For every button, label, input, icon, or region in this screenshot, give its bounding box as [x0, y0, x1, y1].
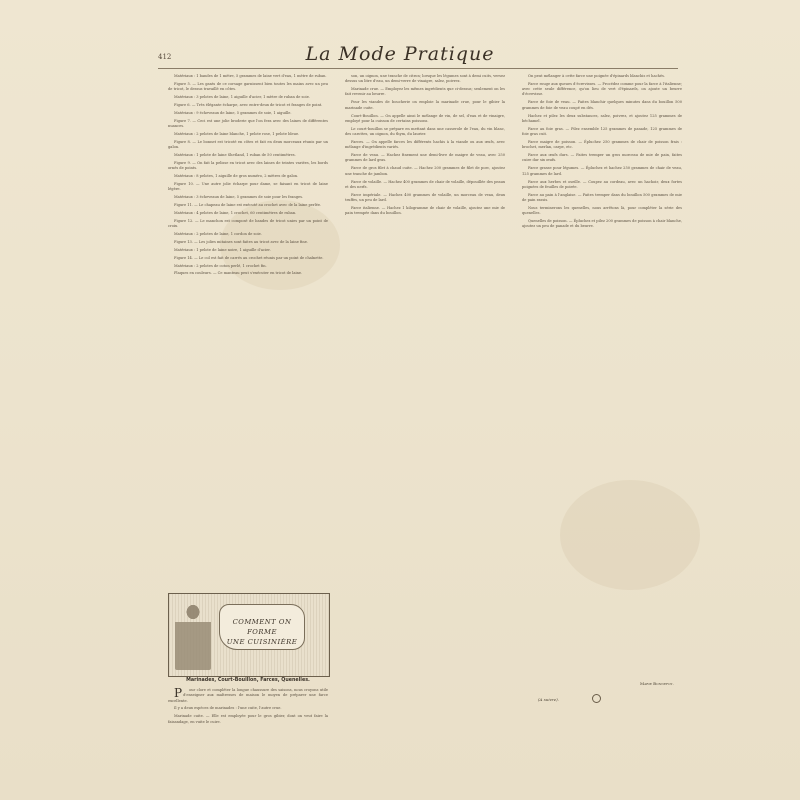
to-be-continued: (A suivre). [538, 697, 559, 702]
paragraph: Figure 14. — Le col est fait de carrés au crochet réunis par un point de chaînette. [174, 255, 324, 260]
column-3 [522, 74, 682, 739]
paragraph: Farce de foie de veau. — Faites blanchir quelques minutes dans du bouillon 500 grammes de foie de veau coupé en dés. [522, 100, 682, 110]
paragraph: Farce de volaille. — Hachez 400 grammes de chair de volaille, dépouillée des peaux et des nerfs. [345, 179, 505, 189]
paragraph: Nous terminerons les quenelles, nous arrêtons là, pour compléter la série des quenelles. [522, 205, 682, 216]
page-number: 412 [158, 53, 172, 61]
paragraph: Matériaux : 1 bandes de 1 mètre, 5 grammes de laine vert d'eau, 1 mètre de ruban. [174, 74, 327, 78]
paragraph: Farce grasse pour légumes. — Épluchez et hachez 250 grammes de chair de veau, 125 grammes de lard. [522, 166, 682, 176]
column-2 [345, 74, 505, 774]
paragraph: Farce de veau. — Hachez finement une demi-livre de maigre de veau, avec 250 grammes de lard gras. [345, 153, 505, 163]
paragraph: Hachez et pilez les deux substances, salez, poivrez, et ajoutez 125 grammes de béchamel. [522, 113, 682, 123]
paragraph: Matériaux : 2 pelotes de laine blanche, 1 pelote rose, 1 pelote bleue. [174, 131, 300, 136]
paragraph: Farce au foie gras. — Pilez ensemble 125 grammes de panade, 125 grammes de foie gras cuit. [522, 126, 682, 137]
paragraph: Matériaux : 1 pelote de laine noire, 1 aiguille d'acier. [174, 247, 271, 252]
author-signature: Marie Bonnefoy. [640, 681, 674, 686]
illustration-comment-on-forme [168, 593, 330, 677]
column-1 [168, 74, 328, 794]
paragraph: Matériaux : 3 écheveaux de laine, 5 grammes de soie pour les franges. [174, 195, 304, 200]
paragraph: Figure 6. — Très élégante écharpe, avec entre-deux de tricot et franges de point. [174, 102, 323, 107]
paragraph: Marinade cuite. — Elle est employée pour le gros gibier, dont on veut faire la faisandage, en vuite le cuire. [168, 714, 328, 724]
paragraph: Figure 9. — On fait la pelisse en tricot avec des laines de teintes variées, les bords ornés de points. [168, 160, 328, 171]
paragraph: Marinade crue. — Employez les mêmes ingrédients que ci-dessus; seulement on les fait revenir au beurre. [345, 87, 505, 97]
paragraph: Farce impériale. — Hachez 400 grammes de volaille, un morceau de veau, deux truffes, un peu de lard. [345, 192, 505, 202]
paragraph: Pour les viandes de boucherie on emploie la marinade crue, pour le gibier la marinade cuite. [345, 100, 505, 110]
paragraph: Farce italienne. — Hachez 1 kilogramme de chair de volaille, ajoutez une mie de pain trempée dans du bouillon. [345, 205, 505, 216]
masthead-title: La Mode Pratique [305, 43, 495, 65]
paragraph: Farce de gros filet à chaud cuite. — Hachez 200 grammes de filet de porc, ajoutez une tranche de jambon. [345, 166, 505, 176]
banner-line: COMMENT ON FORME [232, 618, 292, 636]
column-1-bottom [168, 688, 328, 728]
paragraph: Figure 12. — Le manchon est composé de bandes de tricot unies par un point de croix. [168, 218, 328, 229]
paragraph: Figure 13. — Les jolies mitaines sont faites au tricot avec de la laine fine. [174, 239, 308, 244]
paragraph: Figure 7. — Ceci est une jolie broderie que l'on fera avec des laines de différentes nuances. [168, 118, 328, 129]
paragraph: On peut mélanger à cette farce une poignée d'épinards blanchis et hachés. [528, 74, 666, 78]
paragraph: Pour clore et compléter la longue chaussure des saisons, nous croyons utile d'enseigner aux maîtresses de maison le moyen de préparer une farce excellente. [168, 686, 328, 703]
paragraph: Farce aux œufs durs. — Faites tremper un gros morceau de mie de pain, faites cuire dur six œufs. [522, 153, 682, 163]
paragraph: Matériaux : 9 écheveaux de laine, 5 grammes de soie, 1 aiguille. [174, 110, 292, 115]
paragraph: Matériaux : 2 pelotes de laine, 1 cordon de soie. [174, 232, 262, 237]
paragraph: Figure 10. — Une autre jolie écharpe pour dame, se faisant en tricot de laine légère. [168, 181, 328, 192]
paragraph: Matériaux : 1 pelote de laine Shetland, 1 ruban de 50 centimètres. [174, 153, 296, 158]
printer-seal-icon [592, 694, 601, 703]
paragraph: Figure 11. — Le chapeau de laine est exécuté au crochet avec de la laine perlée. [174, 203, 322, 208]
paragraph: Matériaux : 8 pelotes, 1 aiguille de gros numéro, 2 mètres de galon. [174, 174, 299, 179]
paragraph: Plaques en couleurs. — Ce manteau peut s'exécuter en tricot de laine. [174, 271, 303, 276]
paragraph: son, un oignon, une tranche de citron; lorsque les légumes sont à demi cuits, versez dessus un litre d'eau, un demi-verre de vinaigre, salez, poivrez. [345, 74, 505, 84]
header-rule [158, 68, 678, 69]
paragraph: Farces. — On appelle farces les différents hachis à la viande ou aux œufs, avec mélange d'ingrédients variés. [345, 139, 505, 150]
paragraph: Il y a deux espèces de marinades : l'une cuite, l'autre crue. [174, 706, 282, 711]
cook-figure-illustration [175, 598, 211, 670]
paragraph: Matériaux : 4 pelotes de laine, 1 crochet, 60 centimètres de ruban. [174, 210, 297, 215]
paragraph: Le court-bouillon se prépare en mettant dans une casserole de l'eau, du vin blanc, des carottes, un oignon, du thym, du laurier. [345, 126, 505, 137]
paragraph: Figure 5. — Les gants de ce corsage garnissent bien toutes les mains avec un peu de tricot, le dessus travaillé en côtes. [168, 81, 328, 92]
paragraph: Matériaux : 3 pelotes de laine, 1 aiguille d'acier, 1 mètre de ruban de soie. [174, 95, 310, 100]
banner-line: UNE CUISINIÈRE [226, 638, 298, 646]
paragraph: Farce rouge aux queues d'écrevisses. — Procédez comme pour la farce à l'italienne; avec cette seule différence, qu'on lieu de vert d'épinards, on ajoute un beurre d'écrevisse. [522, 81, 682, 97]
illustration-caption: Marinades, Court-Bouillon, Farces, Quenelles. [186, 678, 310, 683]
illustration-banner [219, 604, 305, 650]
paragraph: Court-Bouillon. — On appelle ainsi le mélange de vin, de sel, d'eau et de vinaigre, employé pour la cuisson de certains poissons. [345, 113, 505, 123]
paragraph: Quenelles de poisson. — Épluchez et pilez 200 grammes de poisson à chair blanche, ajoutez un peu de panade et du beurre. [522, 219, 682, 229]
paragraph: Matériaux : 2 pelotes de coton perlé, 1 crochet fin. [174, 263, 267, 268]
paragraph: Farce au pain à l'anglaise. — Faites tremper dans du bouillon 500 grammes de mie de pain rassis. [522, 192, 682, 202]
paragraph: Farce aux herbes et oseille. — Coupez au cordeau, avec un hachoir, deux fortes poignées de feuilles de poirée. [522, 179, 682, 189]
paragraph: Figure 8. — Le bonnet est tricoté en côtes et fait en deux morceaux réunis par un galon. [168, 139, 328, 150]
paragraph: Farce maigre de poisson. — Épluchez 250 grammes de chair de poisson frais : brochet, merlan, carpe, etc. [522, 139, 682, 150]
